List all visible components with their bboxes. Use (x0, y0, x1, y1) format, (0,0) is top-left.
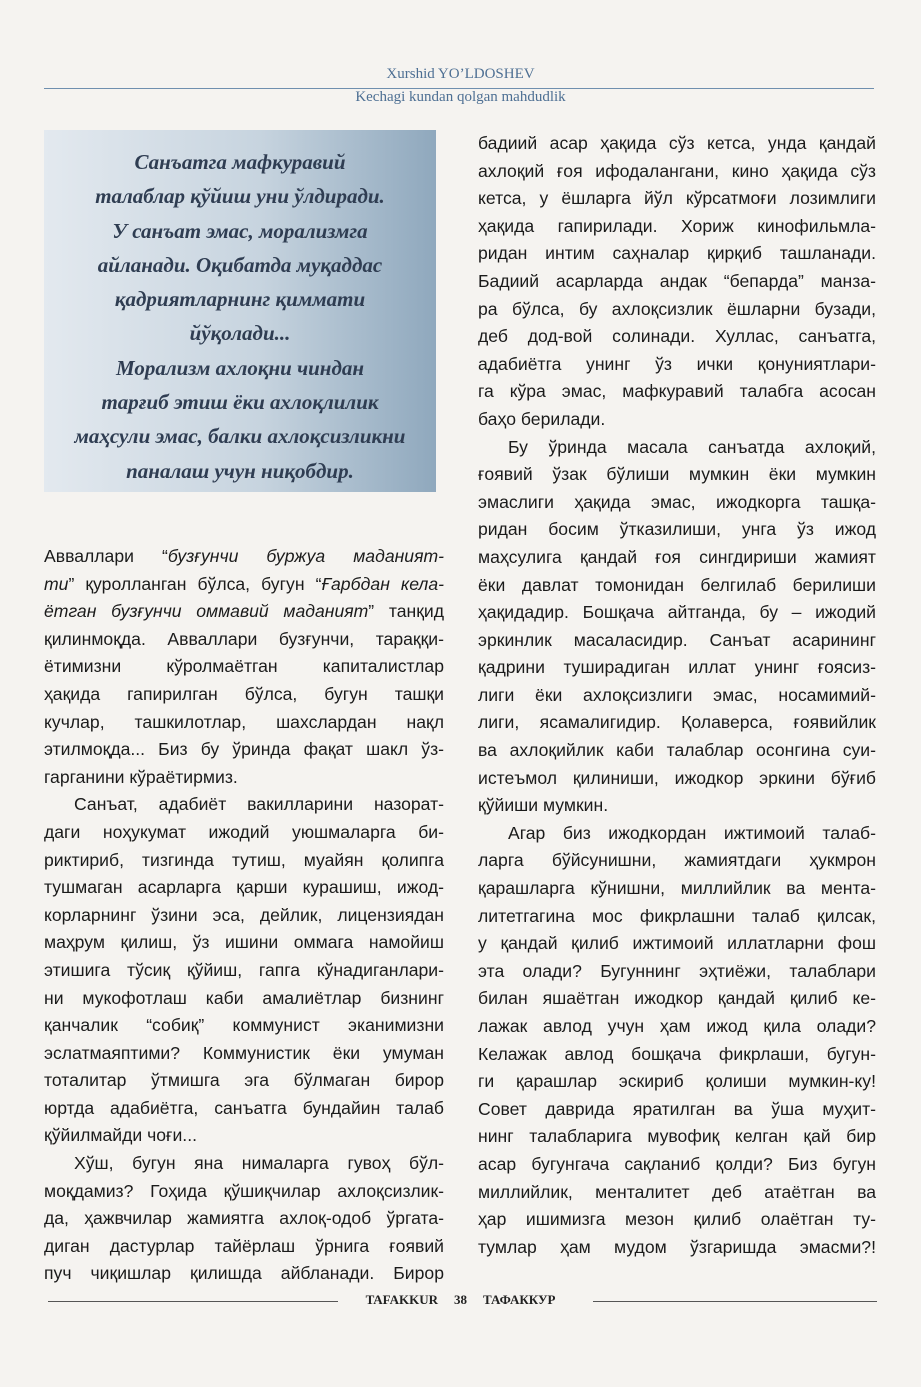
text-line: адабиётга унинг ўз ички қонуниятлари- (478, 353, 876, 374)
text-line: ёки давлат томонидан белгилаб берилиши (478, 574, 876, 595)
footer-journal-cyrillic: ТАФАККУР (483, 1292, 556, 1307)
text-line: эслатмаяптими? Коммунистик ёки умуман (44, 1042, 444, 1063)
text-line: тумлар ҳам мудом ўзгаришда эмасми?! (478, 1236, 876, 1257)
header-author: Xurshid YO’LDOSHEV (386, 66, 535, 82)
text-line: маҳсулига қандай ғоя сингдириши жамият (478, 546, 876, 567)
quote-line: паналаш учун ниқобдир. (126, 458, 354, 483)
pull-quote (44, 145, 436, 488)
text-line: маҳрум қилиш, ўз ишини оммага намойиш (44, 932, 444, 953)
text-line: қадрини туширадиган иллат унинг ғоясиз- (478, 657, 876, 678)
paragraph-1 (44, 543, 444, 791)
text-line: баҳо берилади. (478, 408, 606, 429)
quote-line: У санъат эмас, морализмга (112, 218, 368, 243)
text-line: ҳар ишимизга мезон қилиб олаётган ту- (478, 1209, 876, 1230)
text-line: деб дод-вой солинади. Хуллас, санъатга, (478, 326, 876, 347)
running-footer (0, 1292, 921, 1312)
text-line: га кўра эмас, мафкуравий талабга асосан (478, 381, 876, 402)
header-subtitle: Kechagi kundan qolgan mahdudlik (355, 89, 566, 105)
text-line: гарганини кўраётирмиз. (44, 766, 238, 787)
text-line: да, ҳажвчилар жамиятга ахлоқ-одоб ўргата- (44, 1208, 444, 1229)
text-line: билан яшаётган ижодкор қандай қилиб ке- (478, 988, 876, 1009)
text-line: ра бўлса, бу ахлоқсизлик ёшларни бузади, (478, 298, 876, 319)
text-line: этилмоқда... Биз бу ўринда фақат шакл ўз- (44, 739, 444, 760)
text-line: ги қарашлар эскириб қолиши мумкин-ку! (478, 1071, 876, 1092)
paragraph-3 (44, 1150, 444, 1288)
quote-line: тарғиб этиш ёки ахлоқлилик (101, 390, 379, 415)
quote-line: талаблар қўйиш уни ўлдиради. (95, 184, 385, 209)
paragraph-5 (478, 820, 876, 1262)
text-line: қарашларга кўнишни, миллийлик ва мента- (478, 878, 876, 899)
text-line: Агар биз ижодкордан ижтимоий талаб- (508, 822, 876, 843)
paragraph-4 (478, 434, 876, 820)
text-line: тоталитар ўтмишга эга бўлмаган бирор (44, 1070, 444, 1091)
text-line: миллийлик, менталитет деб атаётган ва (478, 1181, 876, 1202)
footer-journal-latin: TAFAKKUR (365, 1292, 439, 1307)
paragraph-2 (44, 791, 444, 1150)
text-line: корларнинг ўзини эса, дейлик, лицензиядан (44, 904, 444, 925)
text-line: диган дастурлар тайёрлаш ўрнига ғоявий (44, 1235, 444, 1256)
text-line: кучлар, ташкилотлар, шахслардан нақл (44, 711, 444, 732)
text-line: эркинлик масаласидир. Санъат асарининг (478, 629, 876, 650)
text-line: юртда адабиётга, санъатга бундайин талаб (44, 1097, 444, 1118)
text-line: ридан интим саҳналар қирқиб ташланади. (478, 243, 876, 264)
footer-text (0, 1292, 921, 1308)
quote-line: қадриятларнинг қиммати (114, 287, 366, 312)
text-line: ти” қуролланган бўлса, бугун “Ғарбдан кела- (44, 573, 445, 594)
quote-line: айланади. Оқибатда муқаддас (97, 252, 383, 277)
text-line: ётимизни кўролмаётган капиталистлар (44, 656, 444, 677)
paragraph-continued (478, 130, 876, 434)
text-line: ҳақидадир. Бошқача айтганда, бу – ижодий (478, 602, 876, 623)
text-line: моқдамиз? Гоҳида қўшиқчилар ахлоқсизлик- (44, 1180, 444, 1201)
right-column (478, 130, 876, 1261)
text-line: эта олади? Бугуннинг эҳтиёжи, талаблари (478, 960, 876, 981)
text-line: ни мукофотлаш каби амалиётлар бизнинг (44, 987, 444, 1008)
text-line: ридан босим ўтказилиши, унга ўз ижод (478, 519, 876, 540)
text-line: қанчалик “собиқ” коммунист эканимизни (44, 1015, 444, 1036)
text-line: у қандай қилиб ижтимоий иллатларни фош (478, 933, 876, 954)
quote-line: маҳсули эмас, балки ахлоқсизликни (74, 424, 406, 449)
text-line: литетгагина мос фикрлашни талаб қилсак, (478, 905, 876, 926)
text-line: кетса, у ёшларга йўл кўрсатмоғи лозимлиги (478, 188, 876, 209)
text-line: қўйилмайди чоғи... (44, 1125, 197, 1146)
text-line: лиги ёки ахлоқсизлиги эмас, носамимий- (478, 684, 876, 705)
text-line: Авваллари “бузғунчи буржуа маданият- (44, 546, 444, 566)
text-line: ахлоқий ғоя ифодалангани, кино ҳақида сўз (478, 160, 876, 181)
text-line: истеъмол қилиниши, ижодкор эркини бўғиб (478, 767, 876, 788)
text-line: лажак авлод учун ҳам ижод қила олади? (478, 1016, 876, 1036)
text-line: ётган бузғунчи оммавий маданият” танқид (44, 601, 444, 622)
text-line: ҳақида гапирилади. Хориж кинофильмла- (478, 215, 876, 236)
quote-line: Морализм ахлоқни чиндан (115, 355, 365, 380)
quote-line: Санъатга мафкуравий (134, 150, 346, 174)
text-line: ғоявий ўзак бўлиши мумкин ёки мумкин (478, 464, 876, 485)
text-line: нинг талабларига мувофиқ келган қай бир (478, 1126, 876, 1147)
text-line: этишига тўсиқ қўйиш, гапга кўнадиганлари- (44, 959, 444, 980)
text-line: қилинмоқда. Авваллари бузғунчи, тараққи- (44, 628, 444, 649)
text-line: ҳақида гапирилган бўлса, бугун ташқи (44, 683, 444, 704)
text-line: пуч чиқишлар қилишда айбланади. Бирор (44, 1263, 444, 1284)
text-line: қўйиши мумкин. (478, 795, 609, 816)
text-line: даги ноҳукумат ижодий уюшмаларга би- (44, 821, 444, 842)
text-line: ларга бўйсунишни, жамиятдаги ҳукмрон (478, 850, 876, 871)
text-line: бадиий асар ҳақида сўз кетса, унда қандай (478, 133, 876, 153)
text-line: ва ахлоқийлик каби талаблар осонгина суи- (478, 740, 876, 761)
text-line: Келажак авлод бошқача фикрлаши, бугун- (478, 1043, 876, 1064)
text-line: асар бугунгача сақланиб қолди? Биз бугун (478, 1153, 876, 1174)
text-line: Санъат, адабиёт вакилларини назорат- (74, 794, 444, 815)
text-line: Хўш, бугун яна нималарга гувоҳ бўл- (74, 1153, 444, 1174)
text-line: риктириб, тизгинда тутиш, муайян қолипга (44, 849, 444, 870)
text-line: тушмаган асарларга қарши курашиш, ижод- (44, 877, 444, 898)
text-line: Бу ўринда масала санъатда ахлоқий, (508, 436, 876, 457)
text-line: Совет даврида яратилган ва ўша муҳит- (478, 1098, 876, 1119)
quote-line: йўқолади... (189, 321, 291, 346)
text-line: Бадиий асарларда андак “бепарда” манза- (478, 270, 876, 291)
text-line: лиги, ясамалигидир. Қолаверса, ғоявийлик (478, 712, 876, 733)
left-column (44, 543, 444, 1288)
page-number: 38 (454, 1292, 468, 1307)
text-line: эмаслиги ҳақида эмас, ижодкорга ташқа- (478, 491, 876, 512)
